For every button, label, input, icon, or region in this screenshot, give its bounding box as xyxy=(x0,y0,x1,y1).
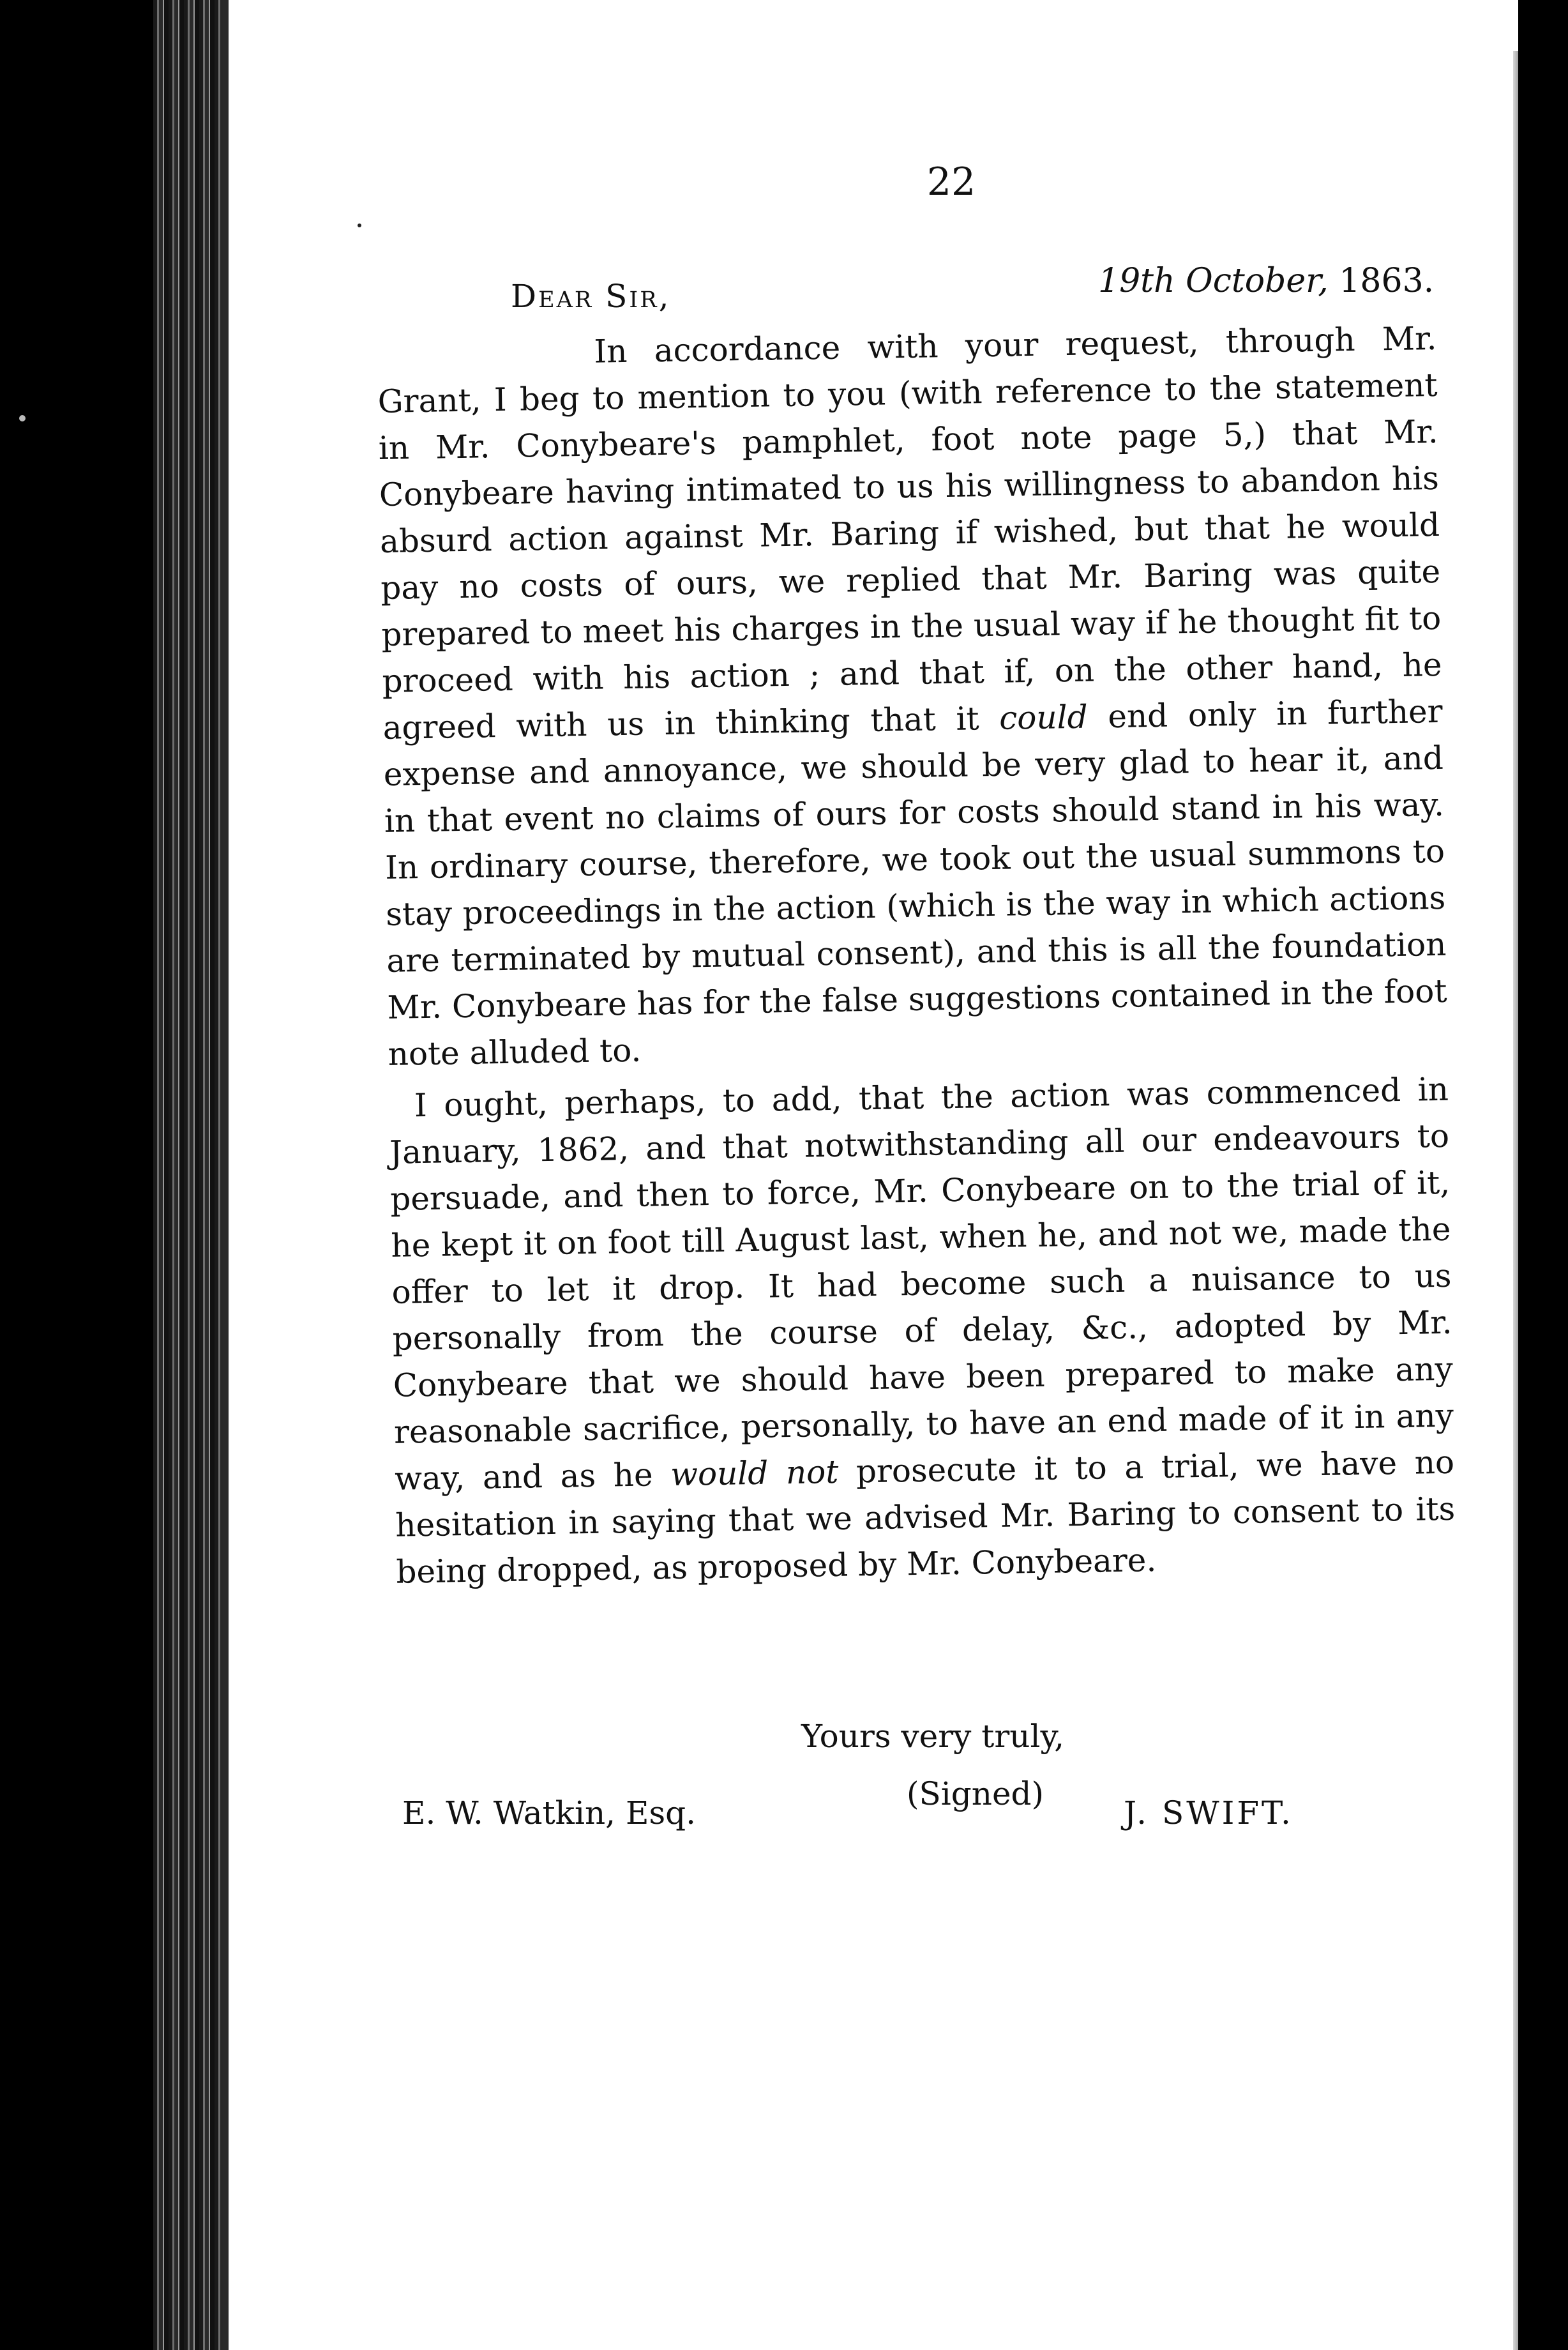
paragraph-2-emphasis: would not xyxy=(670,1453,839,1493)
letter-paragraph-2 xyxy=(388,1066,1456,1596)
paragraph-1-emphasis: could xyxy=(999,698,1089,737)
letter-closing: Yours very truly, xyxy=(801,1718,1064,1755)
page-number: 22 xyxy=(926,160,976,204)
paragraph-2-text-end: prosecute it to a trial, we have no hesitation in saying that we advised Mr. Baring to consent to its being dropped, as proposed by Mr. Conybeare. xyxy=(395,1443,1456,1591)
letter-body xyxy=(377,315,1456,1596)
letter-addressee: E. W. Watkin, Esq. xyxy=(402,1794,697,1831)
right-scan-edge xyxy=(1518,0,1568,2350)
letter-date-day-month: 19th October, xyxy=(1098,262,1329,300)
signed-note: (Signed) xyxy=(907,1775,1044,1812)
letter-salutation: Dear Sir, xyxy=(511,278,671,315)
letter-date xyxy=(1098,262,1434,300)
letter-paragraph-1 xyxy=(377,315,1448,1078)
book-binding-shadow xyxy=(0,0,153,2350)
paragraph-1-text-start: In accordance with your request, through Mr. Grant, I beg to mention to you (with reference to the statement in Mr. Conybeare's pamphlet, foot note page 5,) that Mr. Conybeare having intimated to us his willingness to abandon his absurd action against Mr. Baring if wished, but that he would pay no costs of ours, we replied that Mr. Baring was quite prepared to meet his charges in the usual way if he thought fit to proceed with his action ; and that if, on the other hand, he agreed with us in thinking that it xyxy=(377,319,1442,747)
letter-date-year: 1863. xyxy=(1339,262,1435,300)
speck xyxy=(358,224,361,227)
paragraph-2-text-start: I ought, perhaps, to add, that the action was commenced in January, 1862, and that notwithstanding all our endeavours to persuade, and then to force, Mr. Conybeare on to the trial of it, he kept it on foot till August last, when he, and not we, made the offer to let it drop. It had become such a nuisance to us personally from the course of delay, &c., adopted by Mr. Conybeare that we should have been prepared to make any reasonable sacrifice, personally, to have an end made of it in any way, and as he xyxy=(389,1070,1454,1497)
speck xyxy=(19,415,26,421)
letter-signer: J. SWIFT. xyxy=(1124,1794,1293,1831)
gutter-edge xyxy=(223,0,229,2350)
paragraph-1-text-end: end only in further expense and annoyance, we should be very glad to hear it, and in that event no claims of ours for costs should stand in his way. In ordinary course, therefore, we took out the usual summons to stay proceedings in the action (which is the way in which actions are terminated by mutual consent), and this is all the foundation Mr. Conybeare has for the false suggestions contained in the foot note alluded to. xyxy=(383,692,1447,1073)
book-gutter xyxy=(153,0,223,2350)
